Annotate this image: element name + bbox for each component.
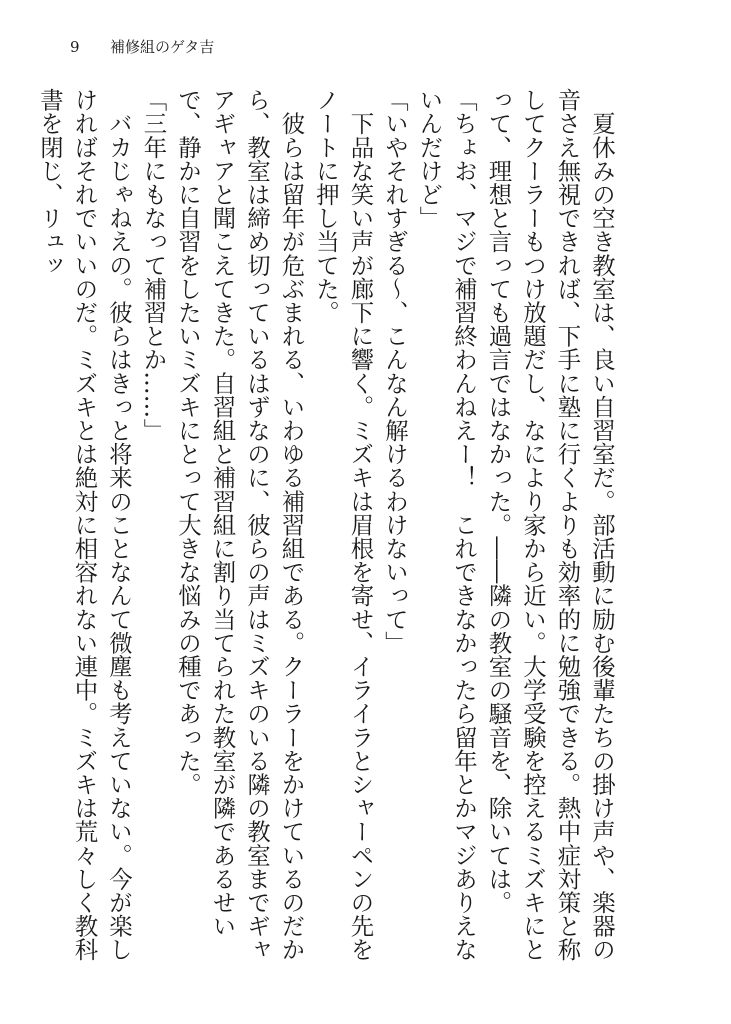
paragraph-4: 下品な笑い声が廊下に響く。ミズキは眉根を寄せ、イライラとシャーペンの先をノートに押し当てた。 <box>312 88 375 962</box>
paragraph-2: 「ちょお、マジで補習終わんねえー！ これできなかったら留年とかマジありえないんだけど」 <box>415 88 478 962</box>
paragraph-1: 夏休みの空き教室は、良い自習室だ。部活動に励む後輩たちの掛け声や、楽器の音さえ無視できれば、下手に塾に行くよりも効率的に勉強できる。熱中症対策と称してクーラーもつけ放題だし、なにより家から近い。大学受験を控えるミズキにとって、理想と言っても過言ではなかった。――隣の教室の騒音を、除いては。 <box>484 88 616 962</box>
running-header <box>70 36 214 57</box>
paragraph-5: 彼らは留年が危ぶまれる、いわゆる補習組である。クーラーをかけているのだから、教室は締め切っているはずなのに、彼らの声はミズキのいる隣の教室までギャアギャアと聞こえてきた。自習組と補習組に割り当てられた教室が隣であるせいで、静かに自習をしたいミズキにとって大きな悩みの種であった。 <box>174 88 306 962</box>
paragraph-3: 「いやそれすぎる〜、こんなん解けるわけないって」 <box>381 88 409 655</box>
paragraph-7: バカじゃねえの。彼らはきっと将来のことなんて微塵も考えていない。今が楽しければそれでいいのだ。ミズキとは絶対に相容れない連中。ミズキは荒々しく教科書を閉じ、リュッ <box>36 88 133 962</box>
vertical-body-text <box>36 88 619 968</box>
running-title: 補修組のゲタ吉 <box>110 38 215 56</box>
paragraph-6: 「三年にもなって補習とか……」 <box>139 88 168 442</box>
page-number: 9 <box>70 38 80 56</box>
